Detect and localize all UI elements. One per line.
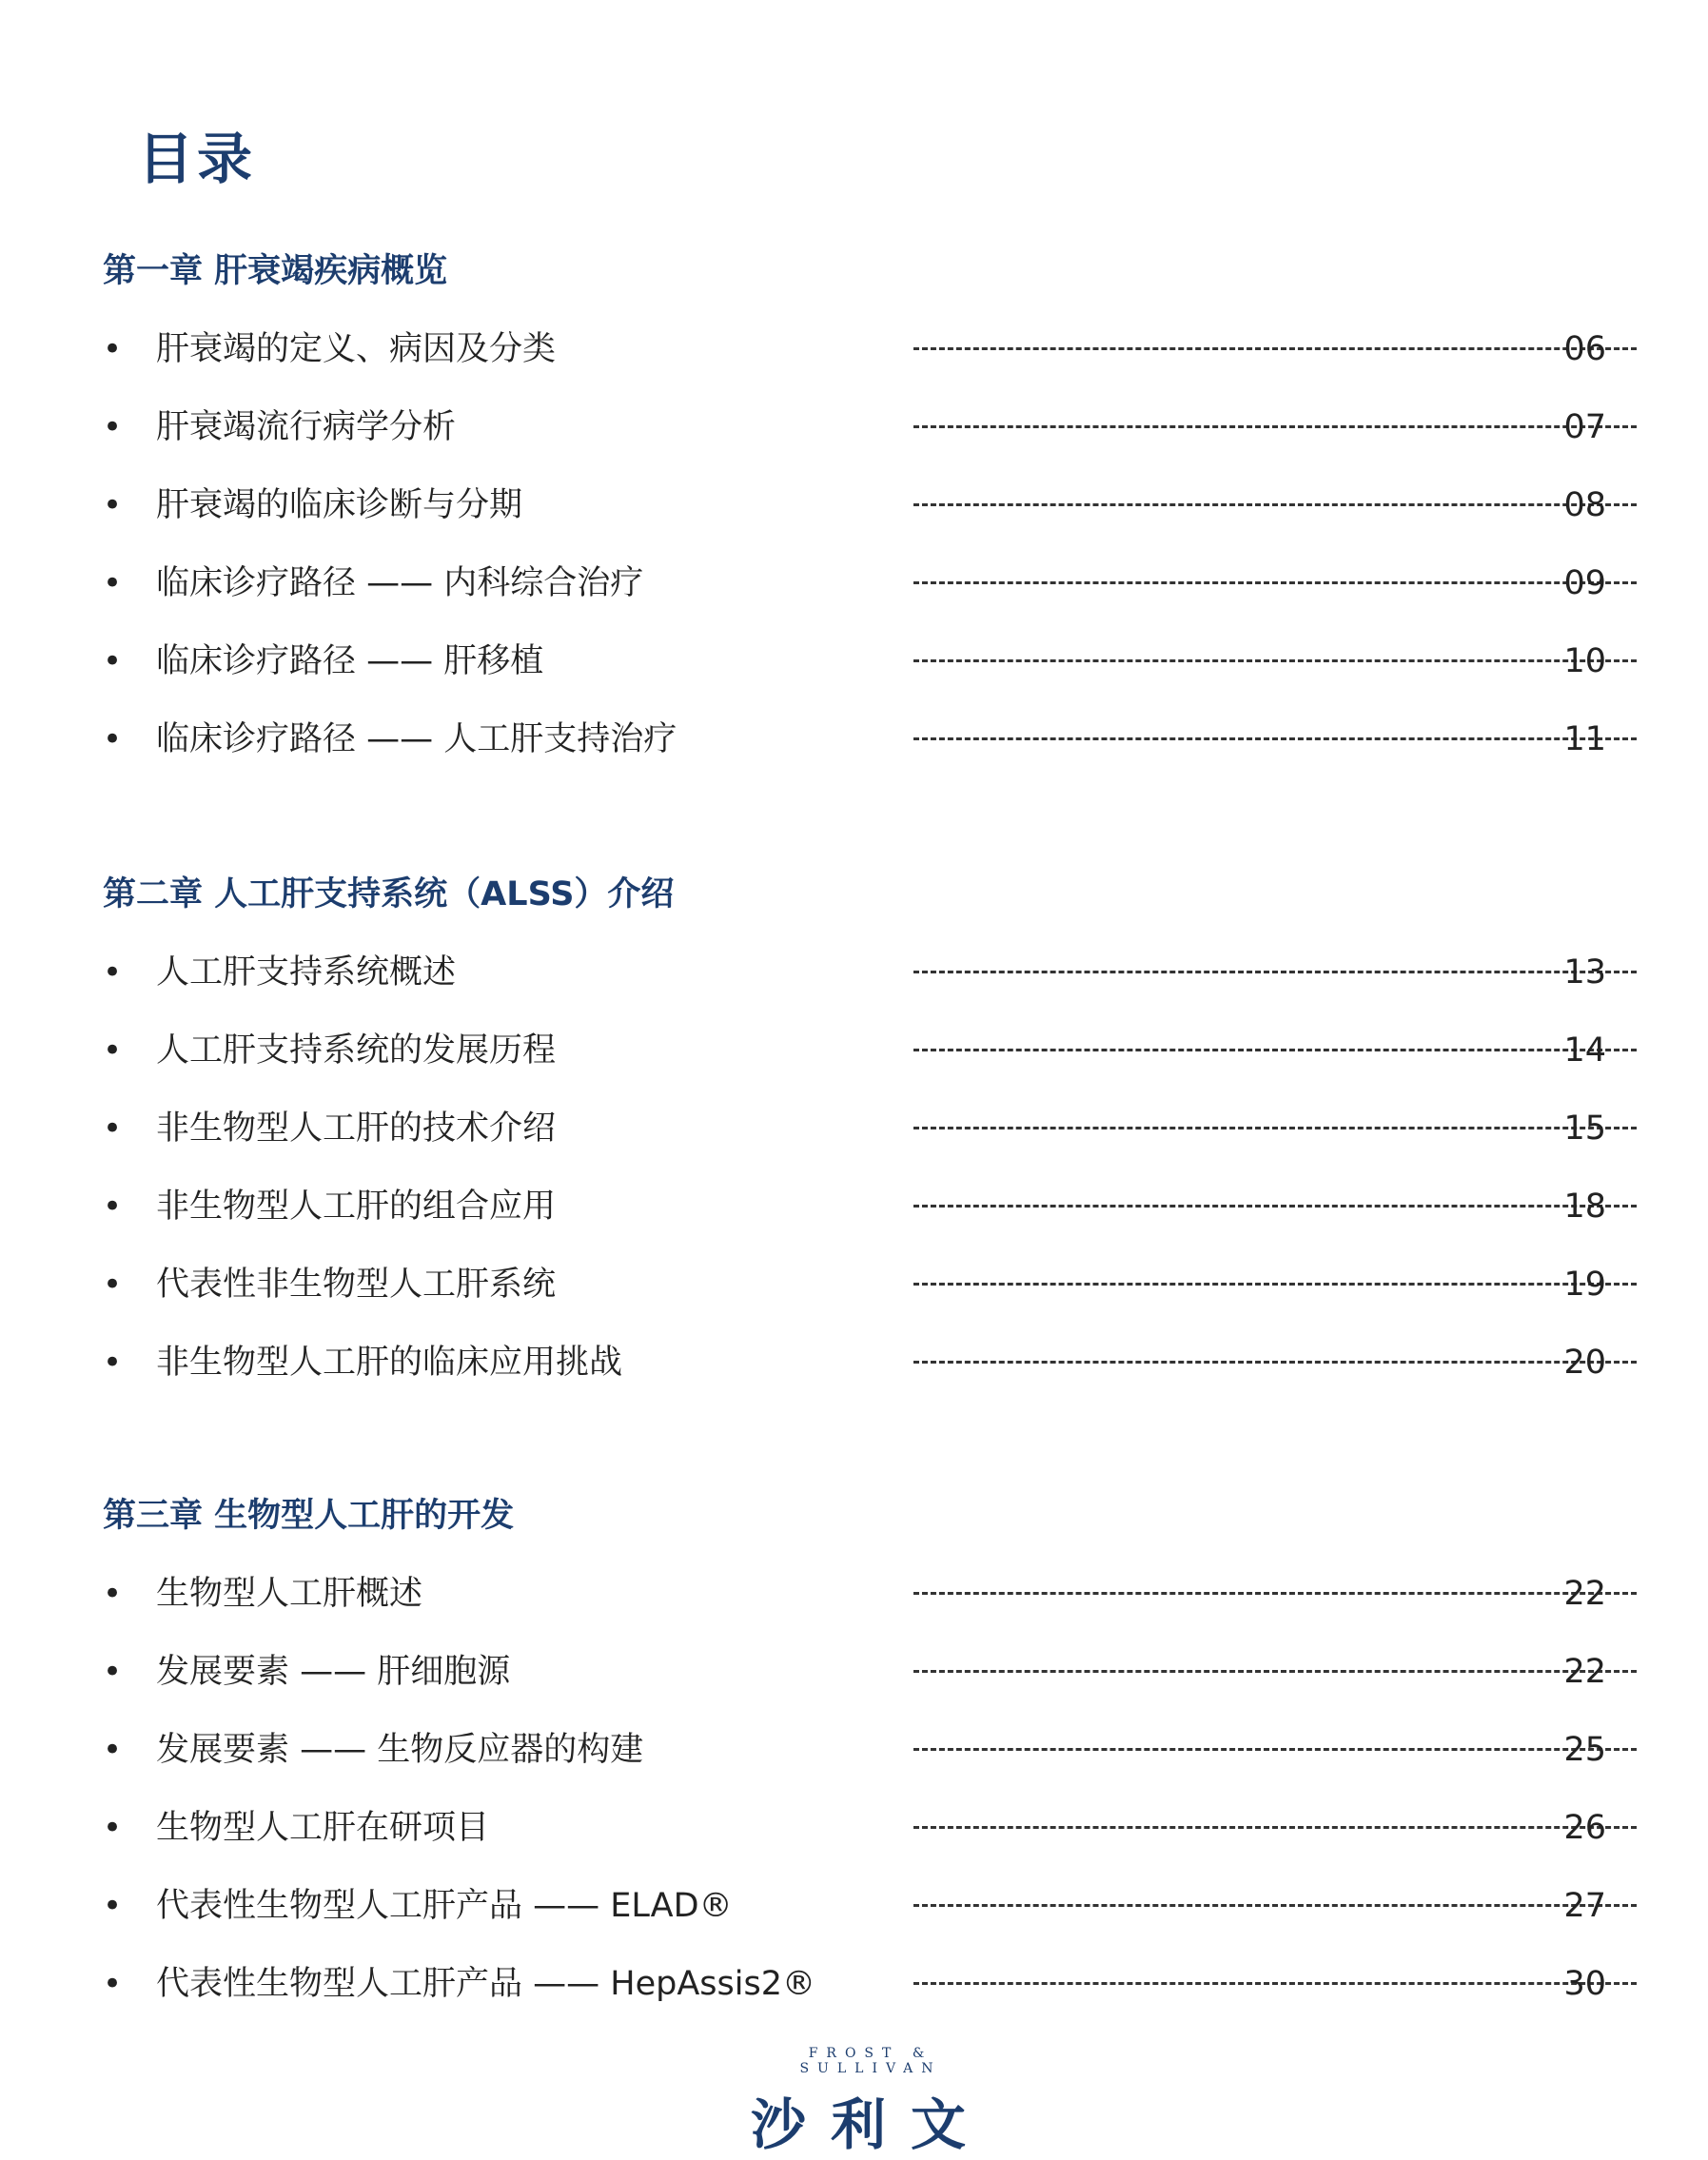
toc-page-number: 20 bbox=[1563, 1344, 1606, 1382]
dotted-leader bbox=[913, 737, 1637, 740]
toc-page-number: 19 bbox=[1563, 1266, 1606, 1304]
bullet-icon: • bbox=[103, 953, 123, 992]
toc-page-number: 06 bbox=[1563, 330, 1606, 368]
dotted-leader bbox=[913, 1049, 1637, 1051]
page-title: 目录 bbox=[138, 127, 257, 191]
toc-page-number: 10 bbox=[1563, 642, 1606, 680]
dotted-leader bbox=[913, 1748, 1637, 1751]
toc-page-number: 22 bbox=[1563, 1653, 1606, 1691]
toc-page-number: 30 bbox=[1563, 1965, 1606, 2003]
dotted-leader bbox=[913, 1361, 1637, 1364]
toc-item[interactable] bbox=[103, 1098, 1606, 1176]
bullet-icon: • bbox=[103, 486, 123, 524]
bullet-icon: • bbox=[103, 1344, 123, 1382]
toc-item-label: 临床诊疗路径 —— 内科综合治疗 bbox=[156, 564, 644, 602]
toc-page-number: 22 bbox=[1563, 1575, 1606, 1613]
dotted-leader bbox=[913, 659, 1637, 662]
toc-item-label: 非生物型人工肝的技术介绍 bbox=[156, 1109, 557, 1148]
logo-chinese-text: 沙利文 bbox=[750, 2092, 991, 2157]
toc-page-number: 09 bbox=[1563, 564, 1606, 602]
chapter-title: 第一章 肝衰竭疾病概览 bbox=[103, 252, 448, 290]
bullet-icon: • bbox=[103, 564, 123, 602]
bullet-icon: • bbox=[103, 408, 123, 446]
toc-item-label: 生物型人工肝在研项目 bbox=[156, 1809, 490, 1847]
toc-page-number: 15 bbox=[1563, 1109, 1606, 1148]
toc-item-label: 非生物型人工肝的临床应用挑战 bbox=[156, 1344, 623, 1382]
toc-item[interactable] bbox=[103, 475, 1606, 553]
chapter-title: 第二章 人工肝支持系统（ALSS）介绍 bbox=[103, 875, 675, 913]
bullet-icon: • bbox=[103, 1731, 123, 1769]
dotted-leader bbox=[913, 581, 1637, 584]
bullet-icon: • bbox=[103, 1575, 123, 1613]
toc-item-label: 代表性非生物型人工肝系统 bbox=[156, 1266, 557, 1304]
toc-item[interactable] bbox=[103, 1254, 1606, 1332]
toc-item[interactable] bbox=[103, 1875, 1606, 1954]
toc-item[interactable] bbox=[103, 942, 1606, 1020]
dotted-leader bbox=[913, 1205, 1637, 1208]
toc-page-number: 11 bbox=[1563, 720, 1606, 758]
dotted-leader bbox=[913, 1283, 1637, 1286]
logo-english-text: FROST & SULLIVAN bbox=[799, 2046, 942, 2076]
toc-item-label: 代表性生物型人工肝产品 —— ELAD® bbox=[156, 1887, 733, 1925]
bullet-icon: • bbox=[103, 720, 123, 758]
chapter-3 bbox=[103, 1487, 1606, 2032]
toc-item[interactable] bbox=[103, 1641, 1606, 1719]
toc-item[interactable] bbox=[103, 709, 1606, 787]
toc-item-label: 代表性生物型人工肝产品 —— HepAssis2® bbox=[156, 1965, 815, 2003]
toc-item-label: 发展要素 —— 肝细胞源 bbox=[156, 1653, 511, 1691]
dotted-leader bbox=[913, 1670, 1637, 1673]
toc-item[interactable] bbox=[103, 1563, 1606, 1641]
toc-item-label: 人工肝支持系统的发展历程 bbox=[156, 1031, 557, 1070]
toc-page-number: 18 bbox=[1563, 1188, 1606, 1226]
chapter-1 bbox=[103, 243, 1606, 787]
bullet-icon: • bbox=[103, 1188, 123, 1226]
dotted-leader bbox=[913, 425, 1637, 428]
dotted-leader bbox=[913, 347, 1637, 350]
toc-item-label: 生物型人工肝概述 bbox=[156, 1575, 423, 1613]
toc-item-label: 临床诊疗路径 —— 人工肝支持治疗 bbox=[156, 720, 677, 758]
toc-item[interactable] bbox=[103, 1332, 1606, 1410]
toc-item-label: 非生物型人工肝的组合应用 bbox=[156, 1188, 557, 1226]
dotted-leader bbox=[913, 1904, 1637, 1907]
bullet-icon: • bbox=[103, 1653, 123, 1691]
bullet-icon: • bbox=[103, 1887, 123, 1925]
toc-item-label: 人工肝支持系统概述 bbox=[156, 953, 457, 992]
toc-item[interactable] bbox=[103, 1797, 1606, 1875]
dotted-leader bbox=[913, 1982, 1637, 1985]
bullet-icon: • bbox=[103, 1965, 123, 2003]
toc-item-label: 肝衰竭流行病学分析 bbox=[156, 408, 457, 446]
toc-page-number: 14 bbox=[1563, 1031, 1606, 1070]
toc-item[interactable] bbox=[103, 631, 1606, 709]
toc-item[interactable] bbox=[103, 1719, 1606, 1797]
toc-page-number: 25 bbox=[1563, 1731, 1606, 1769]
toc-item[interactable] bbox=[103, 1020, 1606, 1098]
bullet-icon: • bbox=[103, 1109, 123, 1148]
frost-sullivan-logo bbox=[733, 2046, 1009, 2160]
toc-item[interactable] bbox=[103, 1954, 1606, 2032]
toc-item-label: 临床诊疗路径 —— 肝移植 bbox=[156, 642, 544, 680]
toc-item[interactable] bbox=[103, 319, 1606, 397]
chapter-title: 第三章 生物型人工肝的开发 bbox=[103, 1497, 515, 1535]
dotted-leader bbox=[913, 971, 1637, 973]
toc-page-number: 26 bbox=[1563, 1809, 1606, 1847]
toc-page-number: 08 bbox=[1563, 486, 1606, 524]
toc-page-number: 13 bbox=[1563, 953, 1606, 992]
dotted-leader bbox=[913, 1826, 1637, 1829]
dotted-leader bbox=[913, 503, 1637, 506]
toc-page-number: 27 bbox=[1563, 1887, 1606, 1925]
bullet-icon: • bbox=[103, 1809, 123, 1847]
toc-page-number: 07 bbox=[1563, 408, 1606, 446]
bullet-icon: • bbox=[103, 1266, 123, 1304]
bullet-icon: • bbox=[103, 1031, 123, 1070]
toc-item[interactable] bbox=[103, 1176, 1606, 1254]
dotted-leader bbox=[913, 1127, 1637, 1129]
toc-item[interactable] bbox=[103, 553, 1606, 631]
bullet-icon: • bbox=[103, 642, 123, 680]
chapter-2 bbox=[103, 866, 1606, 1410]
toc-item-label: 发展要素 —— 生物反应器的构建 bbox=[156, 1731, 644, 1769]
bullet-icon: • bbox=[103, 330, 123, 368]
toc-item-label: 肝衰竭的定义、病因及分类 bbox=[156, 330, 557, 368]
toc-item-label: 肝衰竭的临床诊断与分期 bbox=[156, 486, 523, 524]
toc-item[interactable] bbox=[103, 397, 1606, 475]
dotted-leader bbox=[913, 1592, 1637, 1595]
